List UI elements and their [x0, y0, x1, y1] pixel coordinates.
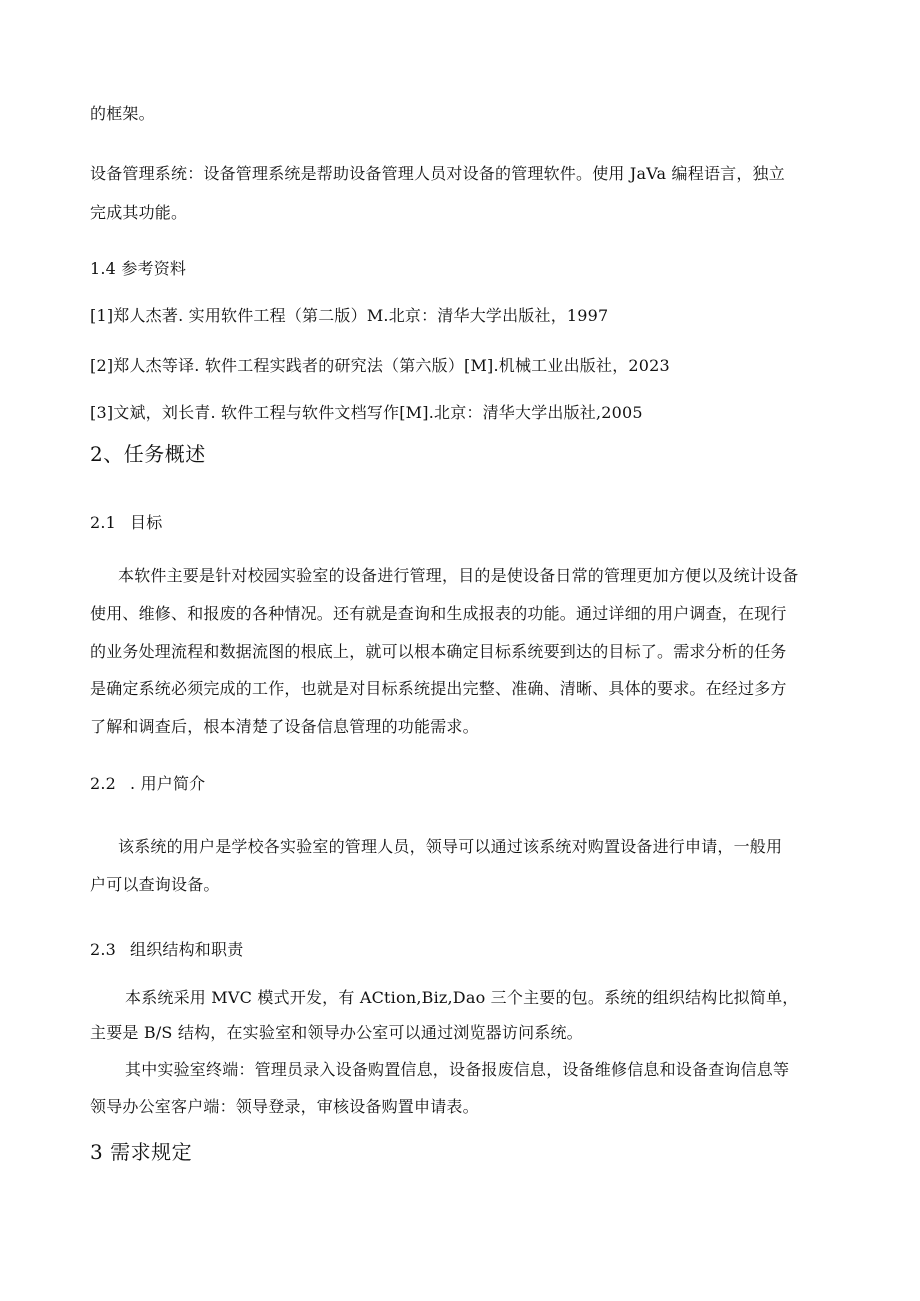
reference-item: [2]郑人杰等译. 软件工程实践者的研究法（第六版）[M].机械工业出版社，2023	[90, 356, 670, 375]
paragraph-line: 本软件主要是针对校园实验室的设备进行管理，目的是使设备日常的管理更加方便以及统计设备	[118, 566, 799, 585]
paragraph-line: 本系统采用 MVC 模式开发，有 ACtion,Biz,Dao 三个主要的包。系统的组织结构比拟简单，	[125, 988, 799, 1007]
subsection-heading	[90, 513, 162, 533]
section-title: 2、任务概述	[90, 442, 206, 466]
subsection-title: . 用户简介	[130, 774, 206, 793]
paragraph-line: 的框架。	[90, 104, 155, 123]
subsection-number: 2.3	[90, 940, 117, 959]
paragraph-line: 设备管理系统：设备管理系统是帮助设备管理人员对设备的管理软件。使用 JaVa 编程语言，独立	[90, 164, 785, 183]
subsection-heading	[90, 940, 243, 960]
references-heading: 1.4 参考资料	[90, 259, 187, 278]
paragraph-line: 完成其功能。	[90, 203, 188, 222]
section-title: 3 需求规定	[90, 1140, 193, 1164]
reference-item: [3]文斌，刘长青. 软件工程与软件文档写作[M].北京：清华大学出版社,2005	[90, 403, 643, 422]
subsection-number: 2.2	[90, 774, 117, 793]
paragraph-line: 是确定系统必须完成的工作，也就是对目标系统提出完整、准确、清晰、具体的要求。在经过多方	[90, 679, 787, 698]
subsection-title: 组织结构和职责	[130, 940, 244, 959]
paragraph-line: 该系统的用户是学校各实验室的管理人员，领导可以通过该系统对购置设备进行申请，一般用	[118, 837, 783, 856]
subsection-title: 目标	[130, 513, 163, 532]
paragraph-line: 了解和调查后，根本清楚了设备信息管理的功能需求。	[90, 717, 479, 736]
paragraph-line: 使用、维修、和报废的各种情况。还有就是查询和生成报表的功能。通过详细的用户调查，在现行	[90, 604, 787, 623]
paragraph-line: 其中实验室终端：管理员录入设备购置信息，设备报废信息，设备维修信息和设备查询信息等	[125, 1060, 790, 1079]
reference-item: [1]郑人杰著. 实用软件工程（第二版）M.北京：清华大学出版社，1997	[90, 306, 609, 325]
paragraph-line: 的业务处理流程和数据流图的根底上，就可以根本确定目标系统要到达的目标了。需求分析的任务	[90, 642, 787, 661]
subsection-heading	[90, 774, 205, 794]
paragraph-line: 户可以查询设备。	[90, 875, 220, 894]
paragraph-line: 领导办公室客户端：领导登录，审核设备购置申请表。	[90, 1097, 479, 1116]
subsection-number: 2.1	[90, 513, 117, 532]
paragraph-line: 主要是 B/S 结构，在实验室和领导办公室可以通过浏览器访问系统。	[90, 1023, 583, 1042]
